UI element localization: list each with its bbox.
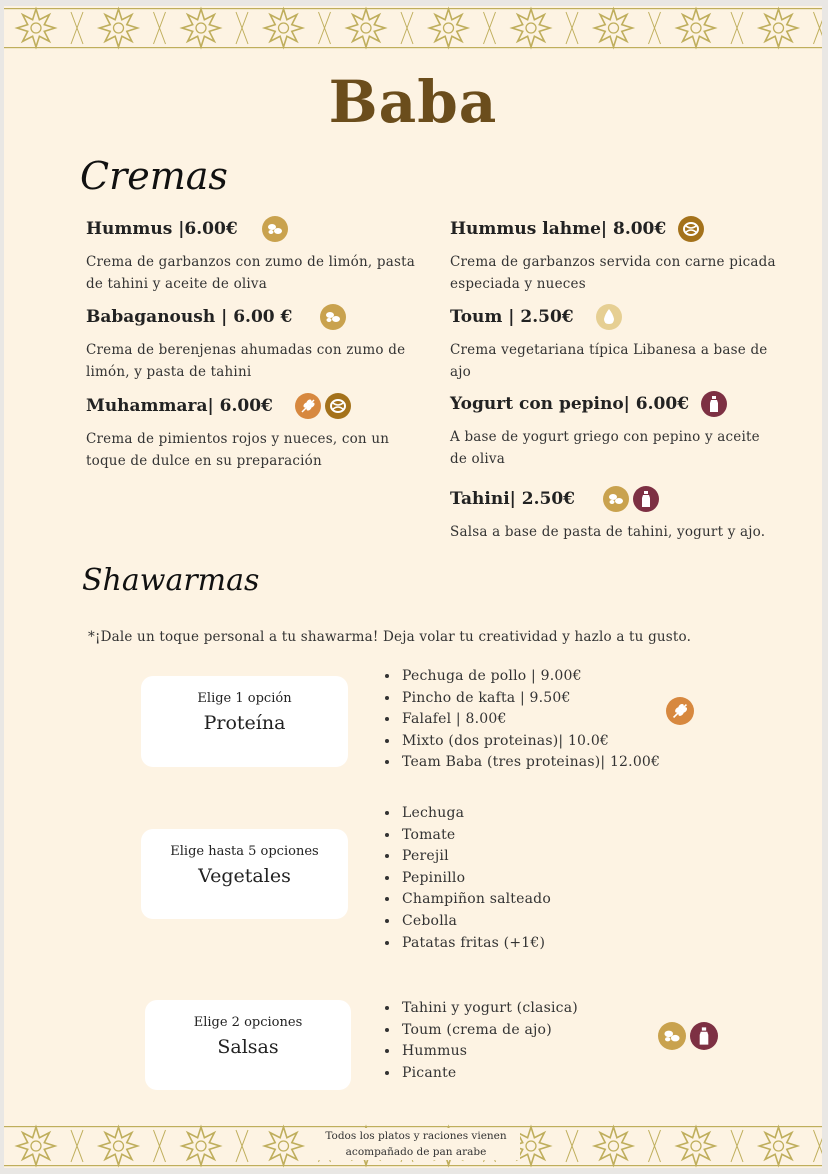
- item-name: Yogurt con pepino| 6.00€: [450, 394, 690, 414]
- milk-icon: [690, 1022, 718, 1050]
- shawarma-intro: *¡Dale un toque personal a tu shawarma! Deja volar tu creatividad y hazlo a tu gusto.: [88, 629, 692, 645]
- options-list-vegetales: [384, 803, 551, 954]
- footer-note: [312, 1128, 520, 1160]
- options-list-salsas: [384, 998, 578, 1084]
- menu-page: [4, 6, 822, 1168]
- group-box-salsas: [145, 1000, 351, 1090]
- footer-line-1: Todos los platos y raciones vienen: [325, 1130, 507, 1142]
- option-item: • Mixto (dos proteinas)| 10.0€: [400, 731, 660, 753]
- item-description: Salsa a base de pasta de tahini, yogurt y ajo.: [450, 524, 766, 540]
- option-item: • Team Baba (tres proteinas)| 12.00€: [400, 752, 660, 774]
- item-description: Crema de garbanzos servida con carne picada especiada y nueces: [450, 254, 776, 292]
- item-name: Babaganoush | 6.00 €: [86, 307, 293, 327]
- group-title: Proteína: [203, 712, 286, 734]
- chickpea-icon: [658, 1022, 686, 1050]
- item-name: Hummus lahme| 8.00€: [450, 219, 667, 239]
- item-name: Hummus |6.00€: [86, 219, 238, 239]
- option-item: • Tahini y yogurt (clasica): [400, 998, 578, 1020]
- option-item: • Champiñon salteado: [400, 889, 551, 911]
- menu-item-muhammara: [86, 392, 416, 472]
- garlic-icon: [596, 304, 622, 330]
- option-item: • Toum (crema de ajo): [400, 1020, 578, 1042]
- group-hint: Elige hasta 5 opciones: [170, 844, 319, 859]
- option-item: • Pepinillo: [400, 868, 551, 890]
- menu-item-babaganoush: [86, 303, 416, 383]
- milk-icon: [633, 486, 659, 512]
- item-name: Toum | 2.50€: [450, 307, 574, 327]
- menu-item-toum: [450, 303, 780, 383]
- item-description: Crema de berenjenas ahumadas con zumo de limón, y pasta de tahini: [86, 342, 406, 380]
- milk-icon: [701, 391, 727, 417]
- logo: Baba: [328, 68, 498, 136]
- group-hint: Elige 2 opciones: [193, 1015, 303, 1030]
- option-item: • Pechuga de pollo | 9.00€: [400, 666, 660, 688]
- item-description: A base de yogurt griego con pepino y aceite de oliva: [450, 429, 760, 467]
- option-item: • Picante: [400, 1063, 578, 1085]
- nut-icon: [678, 216, 704, 242]
- option-item: • Patatas fritas (+1€): [400, 933, 551, 955]
- item-name: Tahini| 2.50€: [450, 489, 576, 509]
- option-item: • Pincho de kafta | 9.50€: [400, 688, 660, 710]
- item-description: Crema de pimientos rojos y nueces, con un toque de dulce en su preparación: [86, 431, 390, 469]
- menu-item-hummus: [86, 215, 416, 295]
- option-item: • Lechuga: [400, 803, 551, 825]
- menu-item-hummus-lahme: [450, 215, 780, 295]
- nut-icon: [325, 393, 351, 419]
- options-list-proteina: [384, 666, 660, 774]
- group-hint: Elige 1 opción: [197, 691, 292, 706]
- chickpea-icon: [603, 486, 629, 512]
- option-item: • Falafel | 8.00€: [400, 709, 660, 731]
- section-title-cremas: Cremas: [80, 154, 228, 198]
- item-name: Muhammara| 6.00€: [86, 396, 273, 416]
- footer-line-2: acompañado de pan arabe: [345, 1146, 487, 1158]
- section-title-shawarmas: Shawarmas: [82, 563, 260, 598]
- group-box-vegetales: [141, 829, 348, 919]
- menu-item-yogurt-con-pepino: [450, 390, 780, 470]
- chickpea-icon: [320, 304, 346, 330]
- menu-item-tahini: [450, 485, 780, 543]
- group-title: Salsas: [217, 1036, 279, 1058]
- item-description: Crema vegetariana típica Libanesa a base de ajo: [450, 342, 768, 380]
- wheat-icon: [666, 697, 694, 725]
- option-item: • Tomate: [400, 825, 551, 847]
- option-item: • Hummus: [400, 1041, 578, 1063]
- item-description: Crema de garbanzos con zumo de limón, pasta de tahini y aceite de oliva: [86, 254, 415, 292]
- option-item: • Cebolla: [400, 911, 551, 933]
- group-box-proteina: [141, 676, 348, 767]
- group-title: Vegetales: [198, 865, 291, 887]
- top-border-pattern: [4, 6, 822, 50]
- chickpea-icon: [262, 216, 288, 242]
- option-item: • Perejil: [400, 846, 551, 868]
- wheat-icon: [295, 393, 321, 419]
